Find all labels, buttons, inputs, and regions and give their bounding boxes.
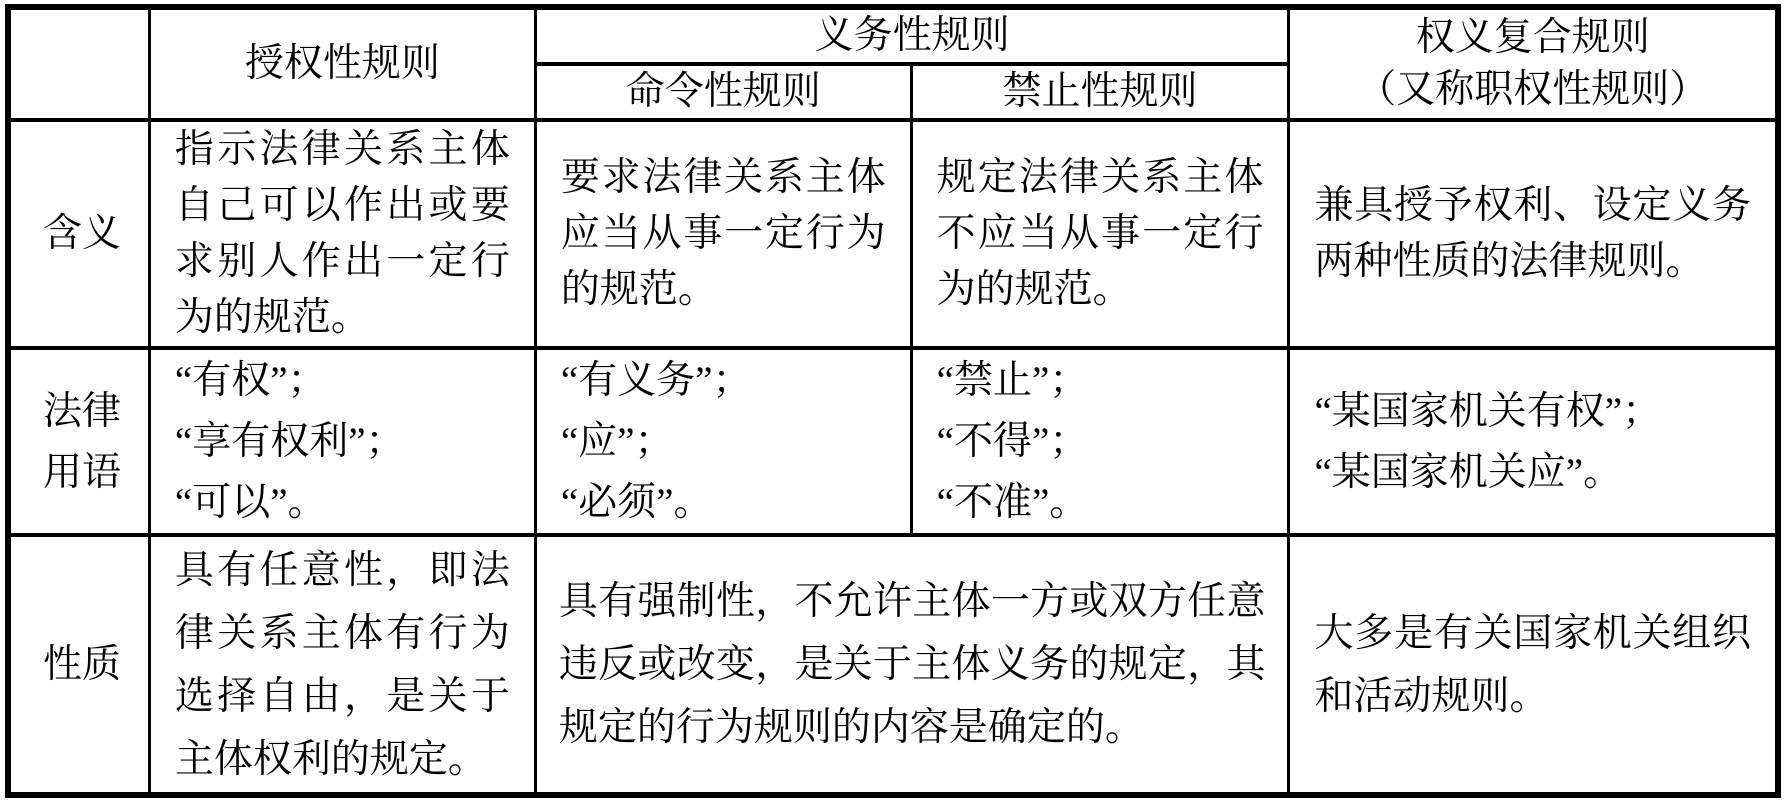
header-cell-authorizing: 授权性规则 — [149, 7, 535, 120]
header-cell-commanding: 命令性规则 — [535, 64, 911, 120]
terms-line: “享有权利”； — [174, 420, 405, 463]
cell-meaning-composite: 兼具授予权利、设定义务两种性质的法律规则。 — [1289, 120, 1778, 348]
row-label-meaning: 含义 — [8, 120, 149, 348]
cell-meaning-commanding: 要求法律关系主体应当从事一定行为的规范。 — [535, 120, 911, 348]
terms-line: “应”； — [560, 420, 674, 463]
cell-nature-authorizing: 具有任意性，即法律关系主体有行为选择自由，是关于主体权利的规定。 — [149, 535, 535, 795]
header-cell-obligatory: 义务性规则 — [535, 7, 1289, 64]
cell-terms-composite — [1289, 348, 1778, 535]
cell-meaning-prohibiting: 规定法律关系主体不应当从事一定行为的规范。 — [911, 120, 1289, 348]
cell-meaning-authorizing: 指示法律关系主体自己可以作出或要求别人作出一定行为的规范。 — [149, 120, 535, 348]
cell-nature-obligatory-merged: 具有强制性，不允许主体一方或双方任意违反或改变，是关于主体义务的规定，其规定的行为规则的内容是确定的。 — [535, 535, 1289, 795]
terms-line: “必须”。 — [560, 481, 713, 524]
cell-terms-authorizing — [149, 348, 535, 535]
terms-line: “某国家机关应”。 — [1314, 450, 1623, 494]
cell-terms-prohibiting — [911, 348, 1289, 535]
terms-line: “某国家机关有权”； — [1314, 389, 1662, 433]
terms-line: “有权”； — [174, 359, 327, 402]
row-terms — [8, 348, 1778, 535]
row-label-nature: 性质 — [8, 535, 149, 795]
legal-rules-table — [5, 4, 1781, 798]
cell-terms-commanding — [535, 348, 911, 535]
row-label-terms: 法律用语 — [8, 348, 149, 535]
header-composite-line2: （又称职权性规则） — [1357, 68, 1709, 111]
terms-line: “禁止”； — [936, 359, 1089, 402]
terms-line: “有义务”； — [560, 359, 752, 402]
row-meaning — [8, 120, 1778, 348]
row-nature — [8, 535, 1778, 795]
header-row-1 — [8, 7, 1778, 64]
header-cell-composite — [1289, 7, 1778, 120]
cell-nature-composite: 大多是有关国家机关组织和活动规则。 — [1289, 535, 1778, 795]
header-composite-line1: 权义复合规则 — [1415, 16, 1650, 59]
terms-line: “不准”。 — [936, 481, 1089, 524]
header-cell-prohibiting: 禁止性规则 — [911, 64, 1289, 120]
terms-line: “不得”； — [936, 420, 1089, 463]
terms-line: “可以”。 — [174, 481, 327, 524]
corner-cell — [8, 7, 149, 120]
